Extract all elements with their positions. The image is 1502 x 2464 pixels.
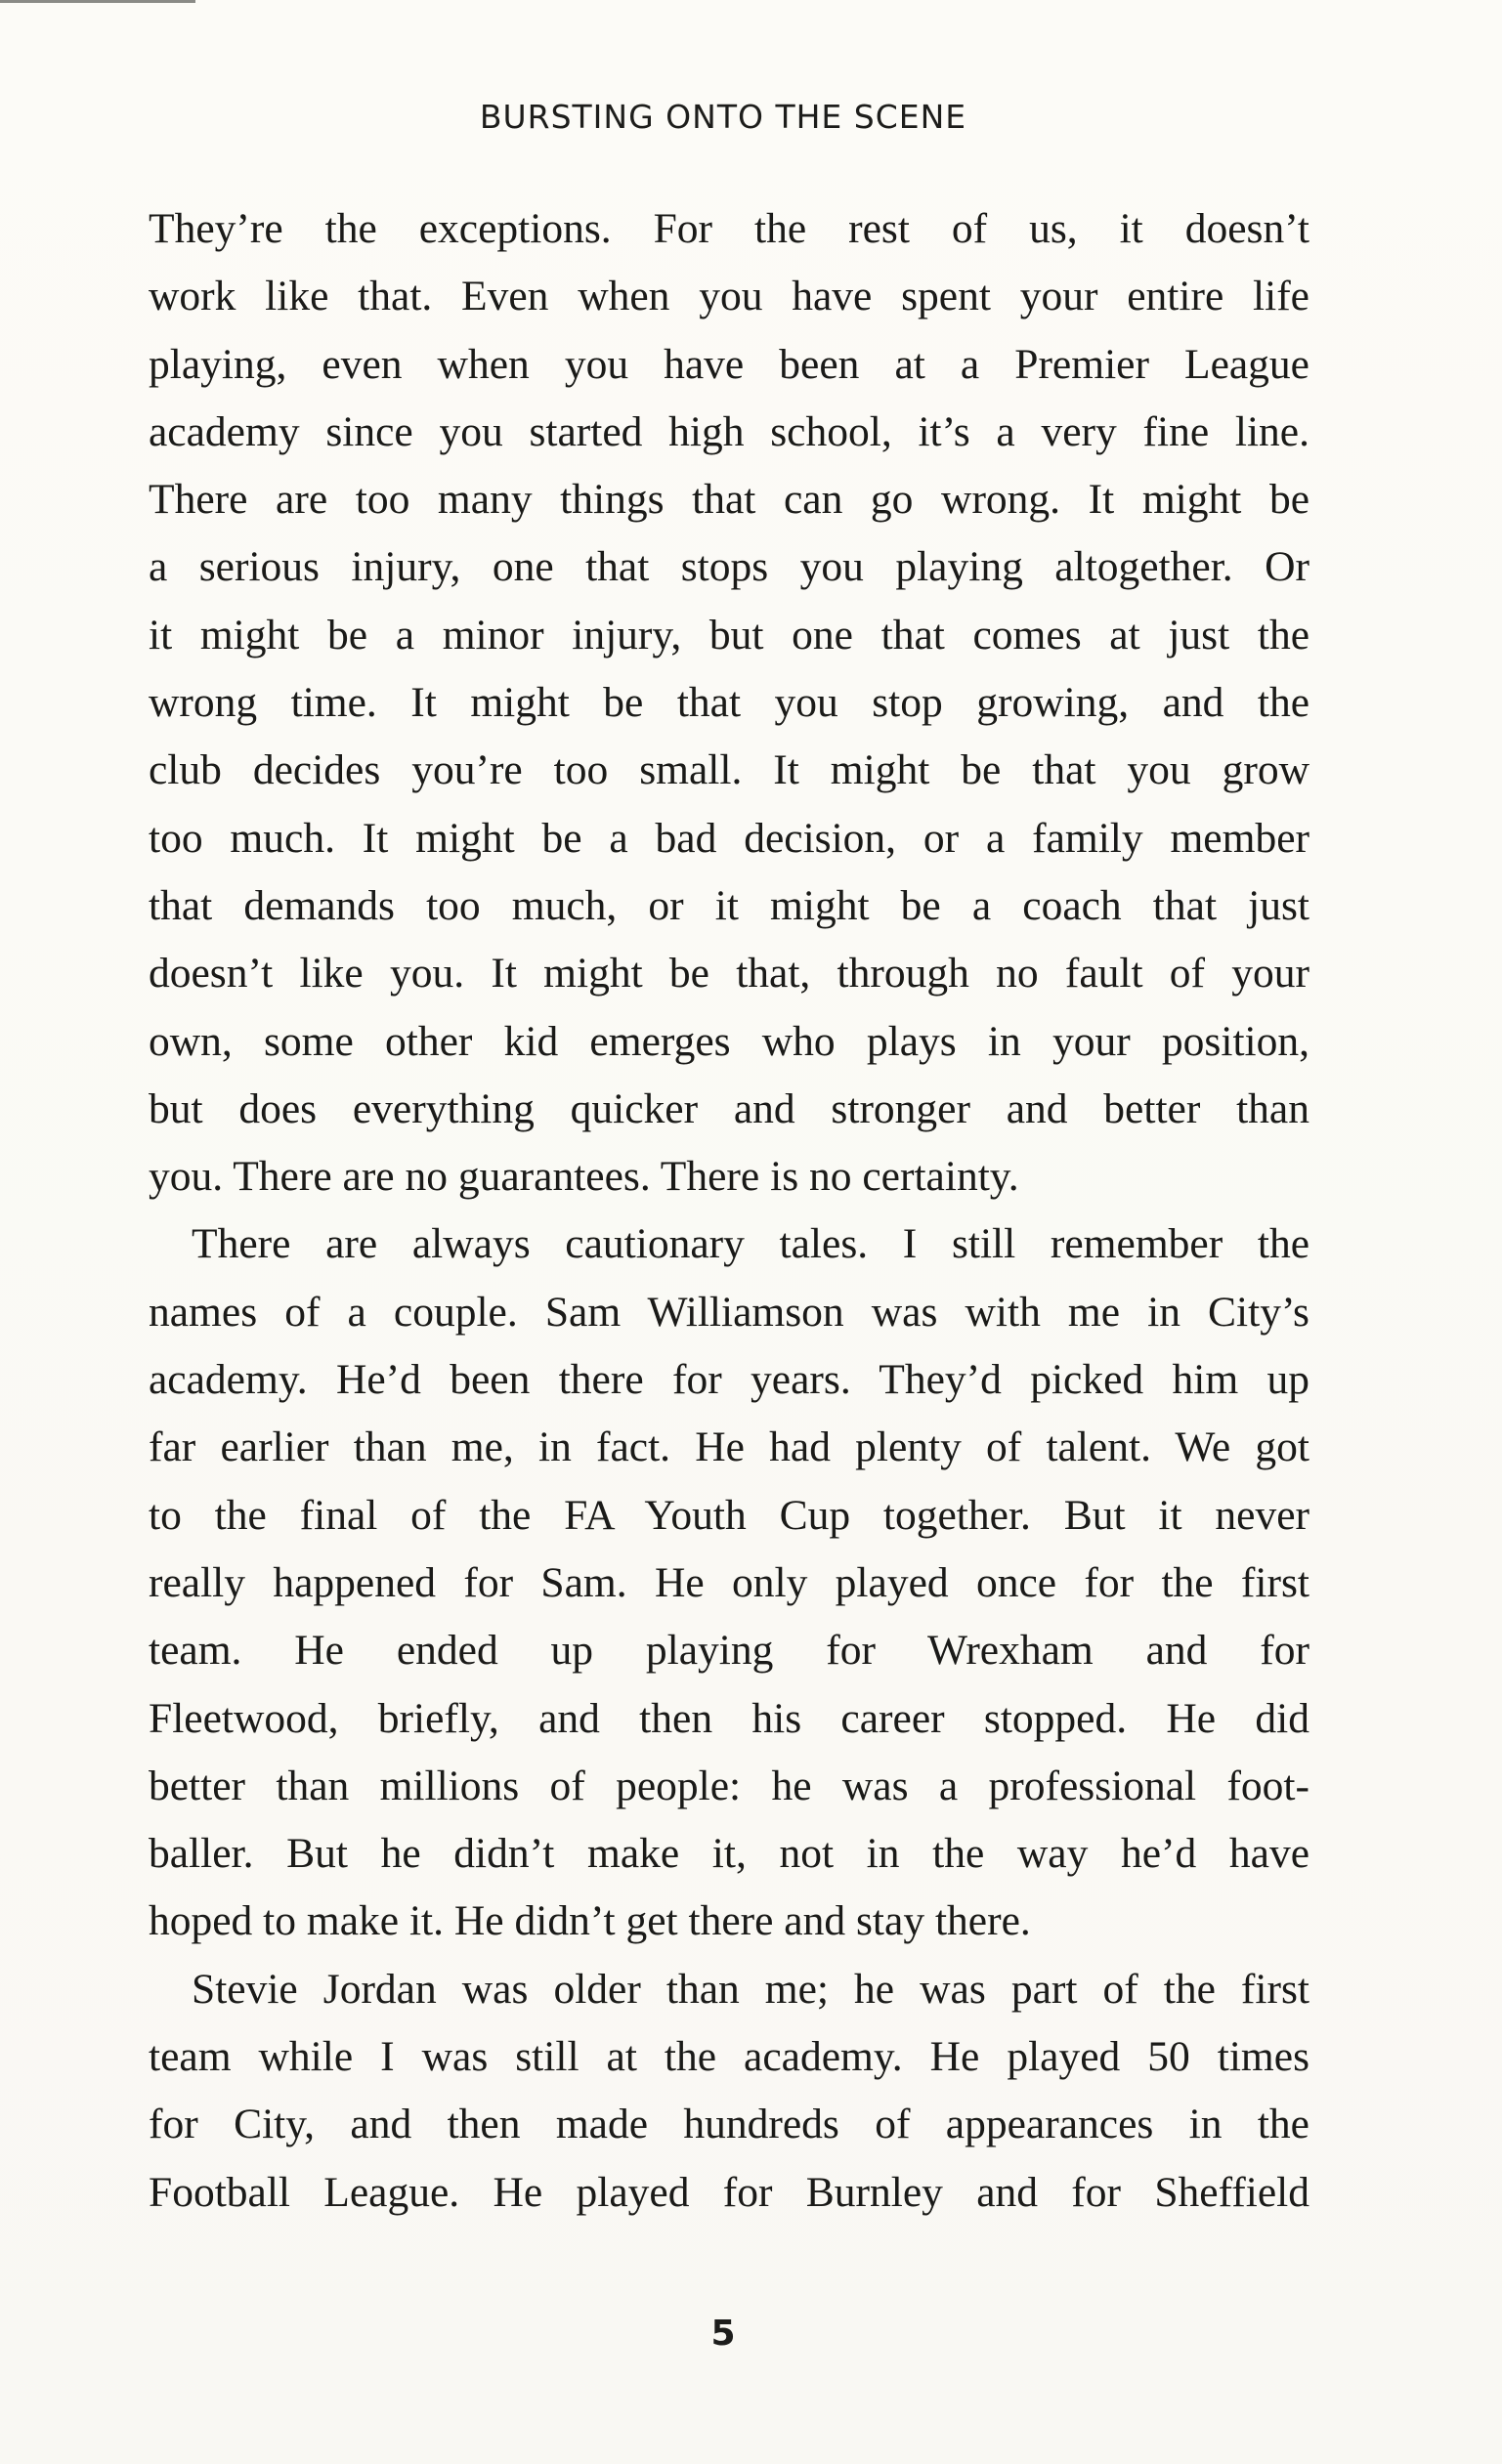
text-line: but does everything quicker and stronger and better than	[149, 1084, 1309, 1132]
text-line: names of a couple. Sam Williamson was with me in City’s	[149, 1288, 1309, 1336]
text-line: too much. It might be a bad decision, or a family member	[149, 814, 1309, 862]
text-line: Fleetwood, briefly, and then his career stopped. He did	[149, 1694, 1309, 1742]
paragraph	[149, 1956, 1309, 2227]
text-line: own, some other kid emerges who plays in your position,	[149, 1017, 1309, 1065]
text-line: club decides you’re too small. It might be that you grow	[149, 746, 1309, 794]
body-text	[149, 195, 1309, 2227]
text-line: far earlier than me, in fact. He had plenty of talent. We got	[149, 1423, 1309, 1471]
text-line: team. He ended up playing for Wrexham and for	[149, 1627, 1309, 1675]
text-line: it might be a minor injury, but one that comes at just the	[149, 611, 1309, 658]
text-line: academy since you started high school, it’s a very fine line.	[149, 407, 1309, 455]
text-line: that demands too much, or it might be a coach that just	[149, 881, 1309, 929]
text-line: really happened for Sam. He only played once for the first	[149, 1558, 1309, 1606]
text-line: wrong time. It might be that you stop growing, and the	[149, 679, 1309, 727]
text-line: team while I was still at the academy. He played 50 times	[149, 2033, 1309, 2081]
text-line: for City, and then made hundreds of appearances in the	[149, 2101, 1309, 2148]
top-edge-rule	[0, 0, 195, 3]
page-number: 5	[710, 2314, 736, 2354]
text-line: baller. But he didn’t make it, not in the way he’d have	[149, 1830, 1309, 1878]
text-line: There are too many things that can go wrong. It might be	[149, 476, 1309, 524]
text-line: to the final of the FA Youth Cup together. But it never	[149, 1491, 1309, 1539]
text-line: you. There are no guarantees. There is no certainty.	[149, 1153, 1019, 1201]
running-head: BURSTING ONTO THE SCENE	[479, 98, 967, 136]
text-line: doesn’t like you. It might be that, through no fault of your	[149, 950, 1309, 998]
text-line: There are always cautionary tales. I still remember the	[192, 1220, 1309, 1268]
text-line: Football League. He played for Burnley and for Sheffield	[149, 2168, 1309, 2216]
text-line: They’re the exceptions. For the rest of us, it doesn’t	[149, 205, 1309, 252]
text-line: academy. He’d been there for years. They’d picked him up	[149, 1356, 1309, 1404]
text-line: work like that. Even when you have spent your entire life	[149, 273, 1309, 320]
text-line: Stevie Jordan was older than me; he was part of the first	[192, 1965, 1309, 2013]
paragraph	[149, 195, 1309, 1211]
text-line: playing, even when you have been at a Premier League	[149, 340, 1309, 388]
text-line: hoped to make it. He didn’t get there and stay there.	[149, 1897, 1031, 1945]
text-line: a serious injury, one that stops you playing altogether. Or	[149, 543, 1309, 591]
paragraph	[149, 1211, 1309, 1955]
text-line: better than millions of people: he was a professional foot-	[149, 1762, 1309, 1809]
